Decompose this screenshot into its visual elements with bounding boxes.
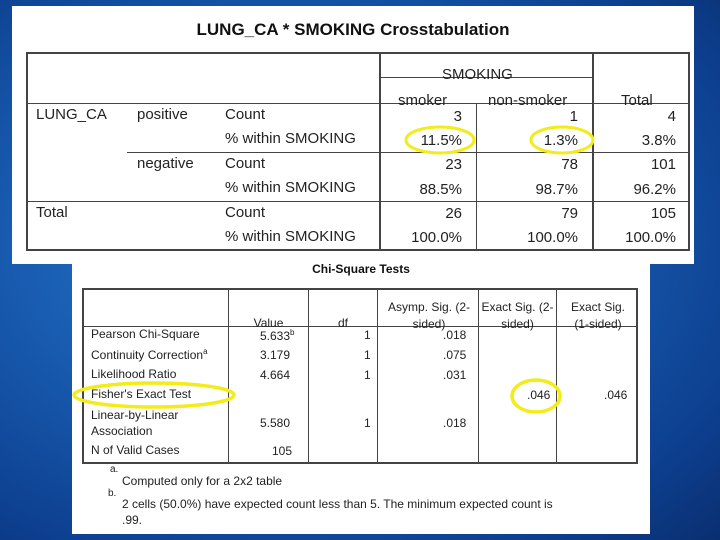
cell-value: 3	[453, 108, 462, 125]
col-header-non-smoker: non-smoker	[488, 92, 568, 109]
exact1-fisher: .046	[604, 388, 628, 402]
chisq-col-divider	[377, 288, 378, 464]
asymp-likelihood: .031	[443, 368, 467, 382]
row-label-n-valid: N of Valid Cases	[91, 443, 180, 457]
cell-value: 1.3%	[543, 132, 578, 149]
chisq-title: Chi-Square Tests	[312, 262, 410, 276]
header-exact-sig-1: Exact Sig. (1-sided)	[570, 300, 626, 331]
row-label-continuity: Continuity Correction$^a$	[91, 347, 208, 362]
cell-value: 1	[569, 108, 578, 125]
chisq-stub-divider	[228, 288, 229, 464]
cell-value: 100.0%	[411, 229, 462, 246]
header-value: Value	[253, 316, 284, 330]
row-label-linear: Linear-by-Linear Association	[91, 408, 179, 438]
crosstab-bottom-border	[26, 249, 690, 251]
cell-value: 88.5%	[419, 181, 462, 198]
col-header-smoker: smoker	[398, 92, 448, 109]
value-linear: 5.580	[260, 416, 291, 430]
row-label-likelihood: Likelihood Ratio	[91, 367, 177, 381]
cell-value: 79	[561, 205, 578, 222]
df-pearson: 1	[364, 328, 371, 342]
crosstab-left-border	[26, 52, 28, 251]
asymp-continuity: .075	[443, 348, 467, 362]
cell-value: 100.0%	[625, 229, 676, 246]
df-linear: 1	[364, 416, 371, 430]
crosstab-title: LUNG_CA * SMOKING Crosstabulation	[196, 20, 510, 39]
chisq-col-divider	[308, 288, 309, 464]
footnote-b-continued: .99.	[122, 513, 143, 527]
chisq-col-divider	[556, 288, 557, 464]
col-group-header: SMOKING	[442, 66, 513, 83]
header-df: df	[337, 316, 348, 330]
asymp-pearson: .018	[443, 328, 467, 342]
df-continuity: 1	[364, 348, 371, 362]
value-likelihood: 4.664	[260, 368, 291, 382]
crosstab-panel	[12, 6, 694, 264]
header-asymp-sig: Asymp. Sig. (2-sided)	[387, 300, 471, 331]
row-var-label: LUNG_CA	[36, 106, 107, 123]
footnote-b-marker: b.	[108, 488, 117, 499]
chisq-panel	[72, 258, 650, 534]
cell-value: 98.7%	[535, 181, 578, 198]
chisq-left-border	[82, 288, 84, 464]
crosstab-row-rule-1	[127, 152, 690, 153]
stat-label: % within SMOKING	[225, 179, 356, 196]
crosstab-header-divider	[26, 103, 690, 104]
col-header-total: Total	[621, 92, 653, 109]
cell-value: 78	[561, 156, 578, 173]
stat-label: % within SMOKING	[225, 130, 356, 147]
cell-value: 105	[650, 205, 676, 222]
value-n-valid: 105	[272, 444, 293, 458]
footnote-a-marker: a.	[110, 464, 119, 475]
stat-label: Count	[225, 106, 266, 123]
row-label-pearson: Pearson Chi-Square	[91, 327, 200, 341]
chisq-bottom-border	[82, 462, 638, 464]
row-group-negative: negative	[137, 155, 194, 172]
chisq-top-border	[82, 288, 638, 290]
footnote-a: Computed only for a 2x2 table	[122, 474, 283, 488]
df-likelihood: 1	[364, 368, 371, 382]
crosstab-top-border	[26, 52, 690, 54]
row-label-fisher: Fisher's Exact Test	[91, 387, 192, 401]
stat-label: Count	[225, 155, 266, 172]
cell-value: 11.5%	[420, 132, 462, 149]
cell-value: 101	[650, 156, 676, 173]
stat-label: % within SMOKING	[225, 228, 356, 245]
crosstab-col-rule	[476, 104, 477, 250]
cell-value: 96.2%	[633, 181, 676, 198]
footnote-b: 2 cells (50.0%) have expected count less than 5. The minimum expected count is	[122, 497, 553, 511]
row-group-positive: positive	[137, 106, 188, 123]
stat-label: Count	[225, 204, 266, 221]
cell-value: 23	[445, 156, 462, 173]
cell-value: 100.0%	[527, 229, 578, 246]
chisq-right-border	[636, 288, 638, 464]
cell-value: 4	[667, 108, 676, 125]
cell-value: 3.8%	[641, 132, 676, 149]
asymp-linear: .018	[443, 416, 467, 430]
crosstab-row-rule-2	[26, 201, 690, 202]
cell-value: 26	[445, 205, 462, 222]
value-continuity: 3.179	[260, 348, 291, 362]
row-group-total: Total	[36, 204, 68, 221]
value-pearson: 5.633$^b$	[260, 328, 295, 343]
header-exact-sig-2: Exact Sig. (2-sided)	[481, 300, 554, 331]
exact2-fisher: .046	[527, 388, 551, 402]
